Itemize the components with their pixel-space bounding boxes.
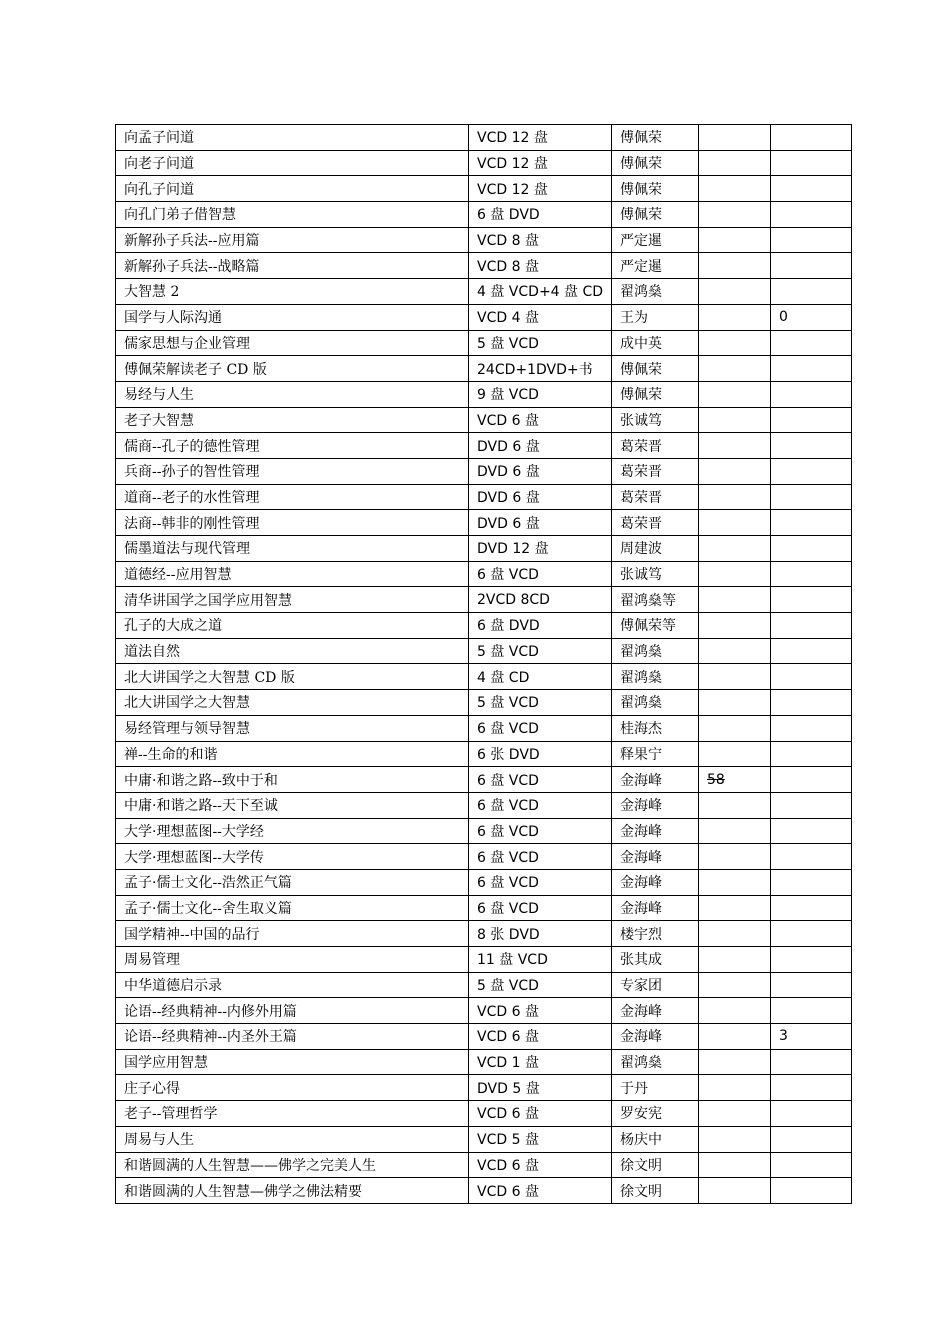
count-cell [699, 304, 771, 330]
stock-cell [771, 125, 852, 151]
format-cell: 6 盘 VCD [469, 561, 612, 587]
format-cell: VCD 1 盘 [469, 1049, 612, 1075]
format-cell: 5 盘 VCD [469, 972, 612, 998]
author-cell: 成中英 [612, 330, 699, 356]
table-row [116, 921, 852, 947]
table-row [116, 150, 852, 176]
format-cell: VCD 8 盘 [469, 253, 612, 279]
title-cell: 孟子·儒士文化--浩然正气篇 [116, 869, 469, 895]
stock-cell [771, 510, 852, 536]
author-cell: 翟鸿燊 [612, 690, 699, 716]
table-row [116, 125, 852, 151]
stock-cell [771, 202, 852, 228]
count-cell [699, 381, 771, 407]
format-cell: 4 盘 CD [469, 664, 612, 690]
format-cell: 6 张 DVD [469, 741, 612, 767]
table-row [116, 972, 852, 998]
table-row [116, 561, 852, 587]
table-row [116, 202, 852, 228]
format-cell: DVD 12 盘 [469, 536, 612, 562]
table-row [116, 330, 852, 356]
format-cell: DVD 5 盘 [469, 1075, 612, 1101]
title-cell: 新解孙子兵法--应用篇 [116, 227, 469, 253]
count-cell [699, 356, 771, 382]
author-cell: 金海峰 [612, 844, 699, 870]
author-cell: 专家团 [612, 972, 699, 998]
count-cell [699, 1075, 771, 1101]
stock-cell [771, 792, 852, 818]
stock-cell [771, 972, 852, 998]
format-cell: DVD 6 盘 [469, 433, 612, 459]
count-cell [699, 998, 771, 1024]
table-row [116, 253, 852, 279]
table-row [116, 381, 852, 407]
table-row [116, 638, 852, 664]
author-cell: 金海峰 [612, 767, 699, 793]
table-row [116, 279, 852, 305]
table-row [116, 792, 852, 818]
format-cell: VCD 12 盘 [469, 176, 612, 202]
table-row [116, 1075, 852, 1101]
stock-cell [771, 407, 852, 433]
author-cell: 周建波 [612, 536, 699, 562]
stock-cell [771, 381, 852, 407]
count-cell [699, 895, 771, 921]
table-row [116, 407, 852, 433]
stock-cell [771, 638, 852, 664]
author-cell: 傅佩荣 [612, 202, 699, 228]
title-cell: 大学·理想蓝图--大学经 [116, 818, 469, 844]
count-cell [699, 1049, 771, 1075]
table-row [116, 690, 852, 716]
catalog-table [115, 124, 852, 1204]
author-cell: 傅佩荣 [612, 150, 699, 176]
author-cell: 傅佩荣 [612, 356, 699, 382]
count-cell [699, 1126, 771, 1152]
format-cell: VCD 6 盘 [469, 998, 612, 1024]
author-cell: 傅佩荣等 [612, 613, 699, 639]
author-cell: 杨庆中 [612, 1126, 699, 1152]
format-cell: VCD 6 盘 [469, 1178, 612, 1204]
table-row [116, 1101, 852, 1127]
title-cell: 国学与人际沟通 [116, 304, 469, 330]
stock-cell [771, 921, 852, 947]
title-cell: 易经管理与领导智慧 [116, 715, 469, 741]
table-row [116, 767, 852, 793]
title-cell: 法商--韩非的刚性管理 [116, 510, 469, 536]
count-cell [699, 972, 771, 998]
author-cell: 严定暹 [612, 227, 699, 253]
title-cell: 和谐圆满的人生智慧——佛学之完美人生 [116, 1152, 469, 1178]
title-cell: 儒家思想与企业管理 [116, 330, 469, 356]
stock-cell [771, 484, 852, 510]
title-cell: 禅--生命的和谐 [116, 741, 469, 767]
title-cell: 向孔门弟子借智慧 [116, 202, 469, 228]
title-cell: 道法自然 [116, 638, 469, 664]
count-cell [699, 433, 771, 459]
format-cell: 2VCD 8CD [469, 587, 612, 613]
table-row [116, 1049, 852, 1075]
stock-cell [771, 150, 852, 176]
stock-cell [771, 947, 852, 973]
format-cell: VCD 6 盘 [469, 407, 612, 433]
format-cell: 6 盘 DVD [469, 202, 612, 228]
author-cell: 翟鸿燊等 [612, 587, 699, 613]
table-row [116, 458, 852, 484]
title-cell: 儒墨道法与现代管理 [116, 536, 469, 562]
title-cell: 孟子·儒士文化--舍生取义篇 [116, 895, 469, 921]
stock-cell [771, 1178, 852, 1204]
author-cell: 傅佩荣 [612, 125, 699, 151]
title-cell: 论语--经典精神--内圣外王篇 [116, 1024, 469, 1050]
stock-cell [771, 1101, 852, 1127]
table-row [116, 536, 852, 562]
author-cell: 葛荣晋 [612, 433, 699, 459]
stock-cell [771, 536, 852, 562]
author-cell: 张其成 [612, 947, 699, 973]
format-cell: 9 盘 VCD [469, 381, 612, 407]
stock-cell [771, 869, 852, 895]
stock-cell [771, 1152, 852, 1178]
author-cell: 金海峰 [612, 869, 699, 895]
format-cell: 6 盘 VCD [469, 715, 612, 741]
count-cell [699, 947, 771, 973]
stock-cell [771, 561, 852, 587]
title-cell: 向孟子问道 [116, 125, 469, 151]
format-cell: 11 盘 VCD [469, 947, 612, 973]
format-cell: 6 盘 VCD [469, 844, 612, 870]
table-row [116, 613, 852, 639]
count-cell [699, 664, 771, 690]
author-cell: 释果宁 [612, 741, 699, 767]
table-row [116, 1178, 852, 1204]
count-cell [699, 150, 771, 176]
author-cell: 严定暹 [612, 253, 699, 279]
stock-cell [771, 279, 852, 305]
format-cell: DVD 6 盘 [469, 458, 612, 484]
title-cell: 向孔子问道 [116, 176, 469, 202]
title-cell: 北大讲国学之大智慧 CD 版 [116, 664, 469, 690]
count-cell [699, 407, 771, 433]
title-cell: 儒商--孔子的德性管理 [116, 433, 469, 459]
author-cell: 傅佩荣 [612, 176, 699, 202]
format-cell: VCD 6 盘 [469, 1101, 612, 1127]
author-cell: 张诚笃 [612, 561, 699, 587]
author-cell: 葛荣晋 [612, 484, 699, 510]
title-cell: 大学·理想蓝图--大学传 [116, 844, 469, 870]
stock-cell [771, 176, 852, 202]
format-cell: VCD 6 盘 [469, 1024, 612, 1050]
title-cell: 大智慧 2 [116, 279, 469, 305]
format-cell: DVD 6 盘 [469, 484, 612, 510]
count-cell [699, 1178, 771, 1204]
stock-cell [771, 433, 852, 459]
format-cell: 4 盘 VCD+4 盘 CD [469, 279, 612, 305]
title-cell: 和谐圆满的人生智慧—佛学之佛法精要 [116, 1178, 469, 1204]
title-cell: 国学应用智慧 [116, 1049, 469, 1075]
count-cell [699, 792, 771, 818]
stock-cell [771, 895, 852, 921]
count-cell [699, 1152, 771, 1178]
author-cell: 翟鸿燊 [612, 664, 699, 690]
title-cell: 道德经--应用智慧 [116, 561, 469, 587]
author-cell: 张诚笃 [612, 407, 699, 433]
count-cell [699, 690, 771, 716]
title-cell: 论语--经典精神--内修外用篇 [116, 998, 469, 1024]
stock-cell [771, 664, 852, 690]
format-cell: VCD 12 盘 [469, 150, 612, 176]
count-cell [699, 741, 771, 767]
table-row [116, 947, 852, 973]
stock-cell [771, 1049, 852, 1075]
title-cell: 兵商--孙子的智性管理 [116, 458, 469, 484]
title-cell: 道商--老子的水性管理 [116, 484, 469, 510]
title-cell: 清华讲国学之国学应用智慧 [116, 587, 469, 613]
title-cell: 老子--管理哲学 [116, 1101, 469, 1127]
count-cell [699, 1024, 771, 1050]
count-cell [699, 458, 771, 484]
table-row [116, 510, 852, 536]
count-cell [699, 227, 771, 253]
format-cell: 5 盘 VCD [469, 690, 612, 716]
author-cell: 桂海杰 [612, 715, 699, 741]
author-cell: 翟鸿燊 [612, 1049, 699, 1075]
author-cell: 徐文明 [612, 1152, 699, 1178]
count-cell [699, 330, 771, 356]
table-row [116, 484, 852, 510]
title-cell: 国学精神--中国的品行 [116, 921, 469, 947]
count-cell [699, 484, 771, 510]
format-cell: DVD 6 盘 [469, 510, 612, 536]
table-row [116, 304, 852, 330]
table-row [116, 998, 852, 1024]
stock-cell [771, 458, 852, 484]
author-cell: 金海峰 [612, 1024, 699, 1050]
format-cell: 6 盘 VCD [469, 818, 612, 844]
table-row [116, 844, 852, 870]
stock-cell [771, 613, 852, 639]
format-cell: 6 盘 VCD [469, 895, 612, 921]
table-row [116, 664, 852, 690]
stock-cell [771, 767, 852, 793]
table-row [116, 227, 852, 253]
stock-cell [771, 690, 852, 716]
author-cell: 王为 [612, 304, 699, 330]
count-cell [699, 279, 771, 305]
count-cell [699, 921, 771, 947]
author-cell: 罗安宪 [612, 1101, 699, 1127]
stock-cell [771, 330, 852, 356]
stock-cell [771, 587, 852, 613]
author-cell: 金海峰 [612, 818, 699, 844]
title-cell: 中庸·和谐之路--致中于和 [116, 767, 469, 793]
format-cell: 6 盘 VCD [469, 792, 612, 818]
title-cell: 周易管理 [116, 947, 469, 973]
count-cell [699, 818, 771, 844]
format-cell: 8 张 DVD [469, 921, 612, 947]
table-row [116, 1152, 852, 1178]
stock-cell [771, 227, 852, 253]
format-cell: 6 盘 VCD [469, 869, 612, 895]
format-cell: 5 盘 VCD [469, 330, 612, 356]
table-row [116, 818, 852, 844]
count-cell [699, 844, 771, 870]
format-cell: VCD 5 盘 [469, 1126, 612, 1152]
title-cell: 易经与人生 [116, 381, 469, 407]
author-cell: 葛荣晋 [612, 510, 699, 536]
format-cell: 6 盘 VCD [469, 767, 612, 793]
stock-cell: 3 [771, 1024, 852, 1050]
format-cell: VCD 12 盘 [469, 125, 612, 151]
count-cell: 58 [699, 767, 771, 793]
stock-cell [771, 844, 852, 870]
table-row [116, 433, 852, 459]
format-cell: VCD 6 盘 [469, 1152, 612, 1178]
table-row [116, 741, 852, 767]
count-cell [699, 202, 771, 228]
catalog-body [116, 125, 852, 1204]
count-cell [699, 510, 771, 536]
count-cell [699, 715, 771, 741]
table-row [116, 1024, 852, 1050]
format-cell: 6 盘 DVD [469, 613, 612, 639]
stock-cell [771, 998, 852, 1024]
count-cell [699, 125, 771, 151]
format-cell: VCD 4 盘 [469, 304, 612, 330]
table-row [116, 715, 852, 741]
author-cell: 翟鸿燊 [612, 279, 699, 305]
table-row [116, 1126, 852, 1152]
title-cell: 庄子心得 [116, 1075, 469, 1101]
count-cell [699, 561, 771, 587]
title-cell: 新解孙子兵法--战略篇 [116, 253, 469, 279]
count-cell [699, 253, 771, 279]
author-cell: 楼宇烈 [612, 921, 699, 947]
stock-cell [771, 1126, 852, 1152]
stock-cell [771, 1075, 852, 1101]
stock-cell [771, 253, 852, 279]
author-cell: 金海峰 [612, 998, 699, 1024]
table-row [116, 176, 852, 202]
stock-cell [771, 356, 852, 382]
count-cell [699, 638, 771, 664]
title-cell: 向老子问道 [116, 150, 469, 176]
table-row [116, 895, 852, 921]
title-cell: 傅佩荣解读老子 CD 版 [116, 356, 469, 382]
title-cell: 北大讲国学之大智慧 [116, 690, 469, 716]
format-cell: VCD 8 盘 [469, 227, 612, 253]
table-row [116, 869, 852, 895]
format-cell: 24CD+1DVD+书 [469, 356, 612, 382]
title-cell: 中庸·和谐之路--天下至诚 [116, 792, 469, 818]
count-cell [699, 536, 771, 562]
title-cell: 中华道德启示录 [116, 972, 469, 998]
author-cell: 金海峰 [612, 895, 699, 921]
stock-cell [771, 715, 852, 741]
format-cell: 5 盘 VCD [469, 638, 612, 664]
author-cell: 金海峰 [612, 792, 699, 818]
count-cell [699, 587, 771, 613]
table-row [116, 587, 852, 613]
author-cell: 徐文明 [612, 1178, 699, 1204]
stock-cell: 0 [771, 304, 852, 330]
stock-cell [771, 741, 852, 767]
title-cell: 老子大智慧 [116, 407, 469, 433]
count-cell [699, 613, 771, 639]
title-cell: 周易与人生 [116, 1126, 469, 1152]
count-cell [699, 1101, 771, 1127]
count-cell [699, 869, 771, 895]
stock-cell [771, 818, 852, 844]
title-cell: 孔子的大成之道 [116, 613, 469, 639]
author-cell: 翟鸿燊 [612, 638, 699, 664]
author-cell: 葛荣晋 [612, 458, 699, 484]
author-cell: 傅佩荣 [612, 381, 699, 407]
table-row [116, 356, 852, 382]
count-cell [699, 176, 771, 202]
author-cell: 于丹 [612, 1075, 699, 1101]
